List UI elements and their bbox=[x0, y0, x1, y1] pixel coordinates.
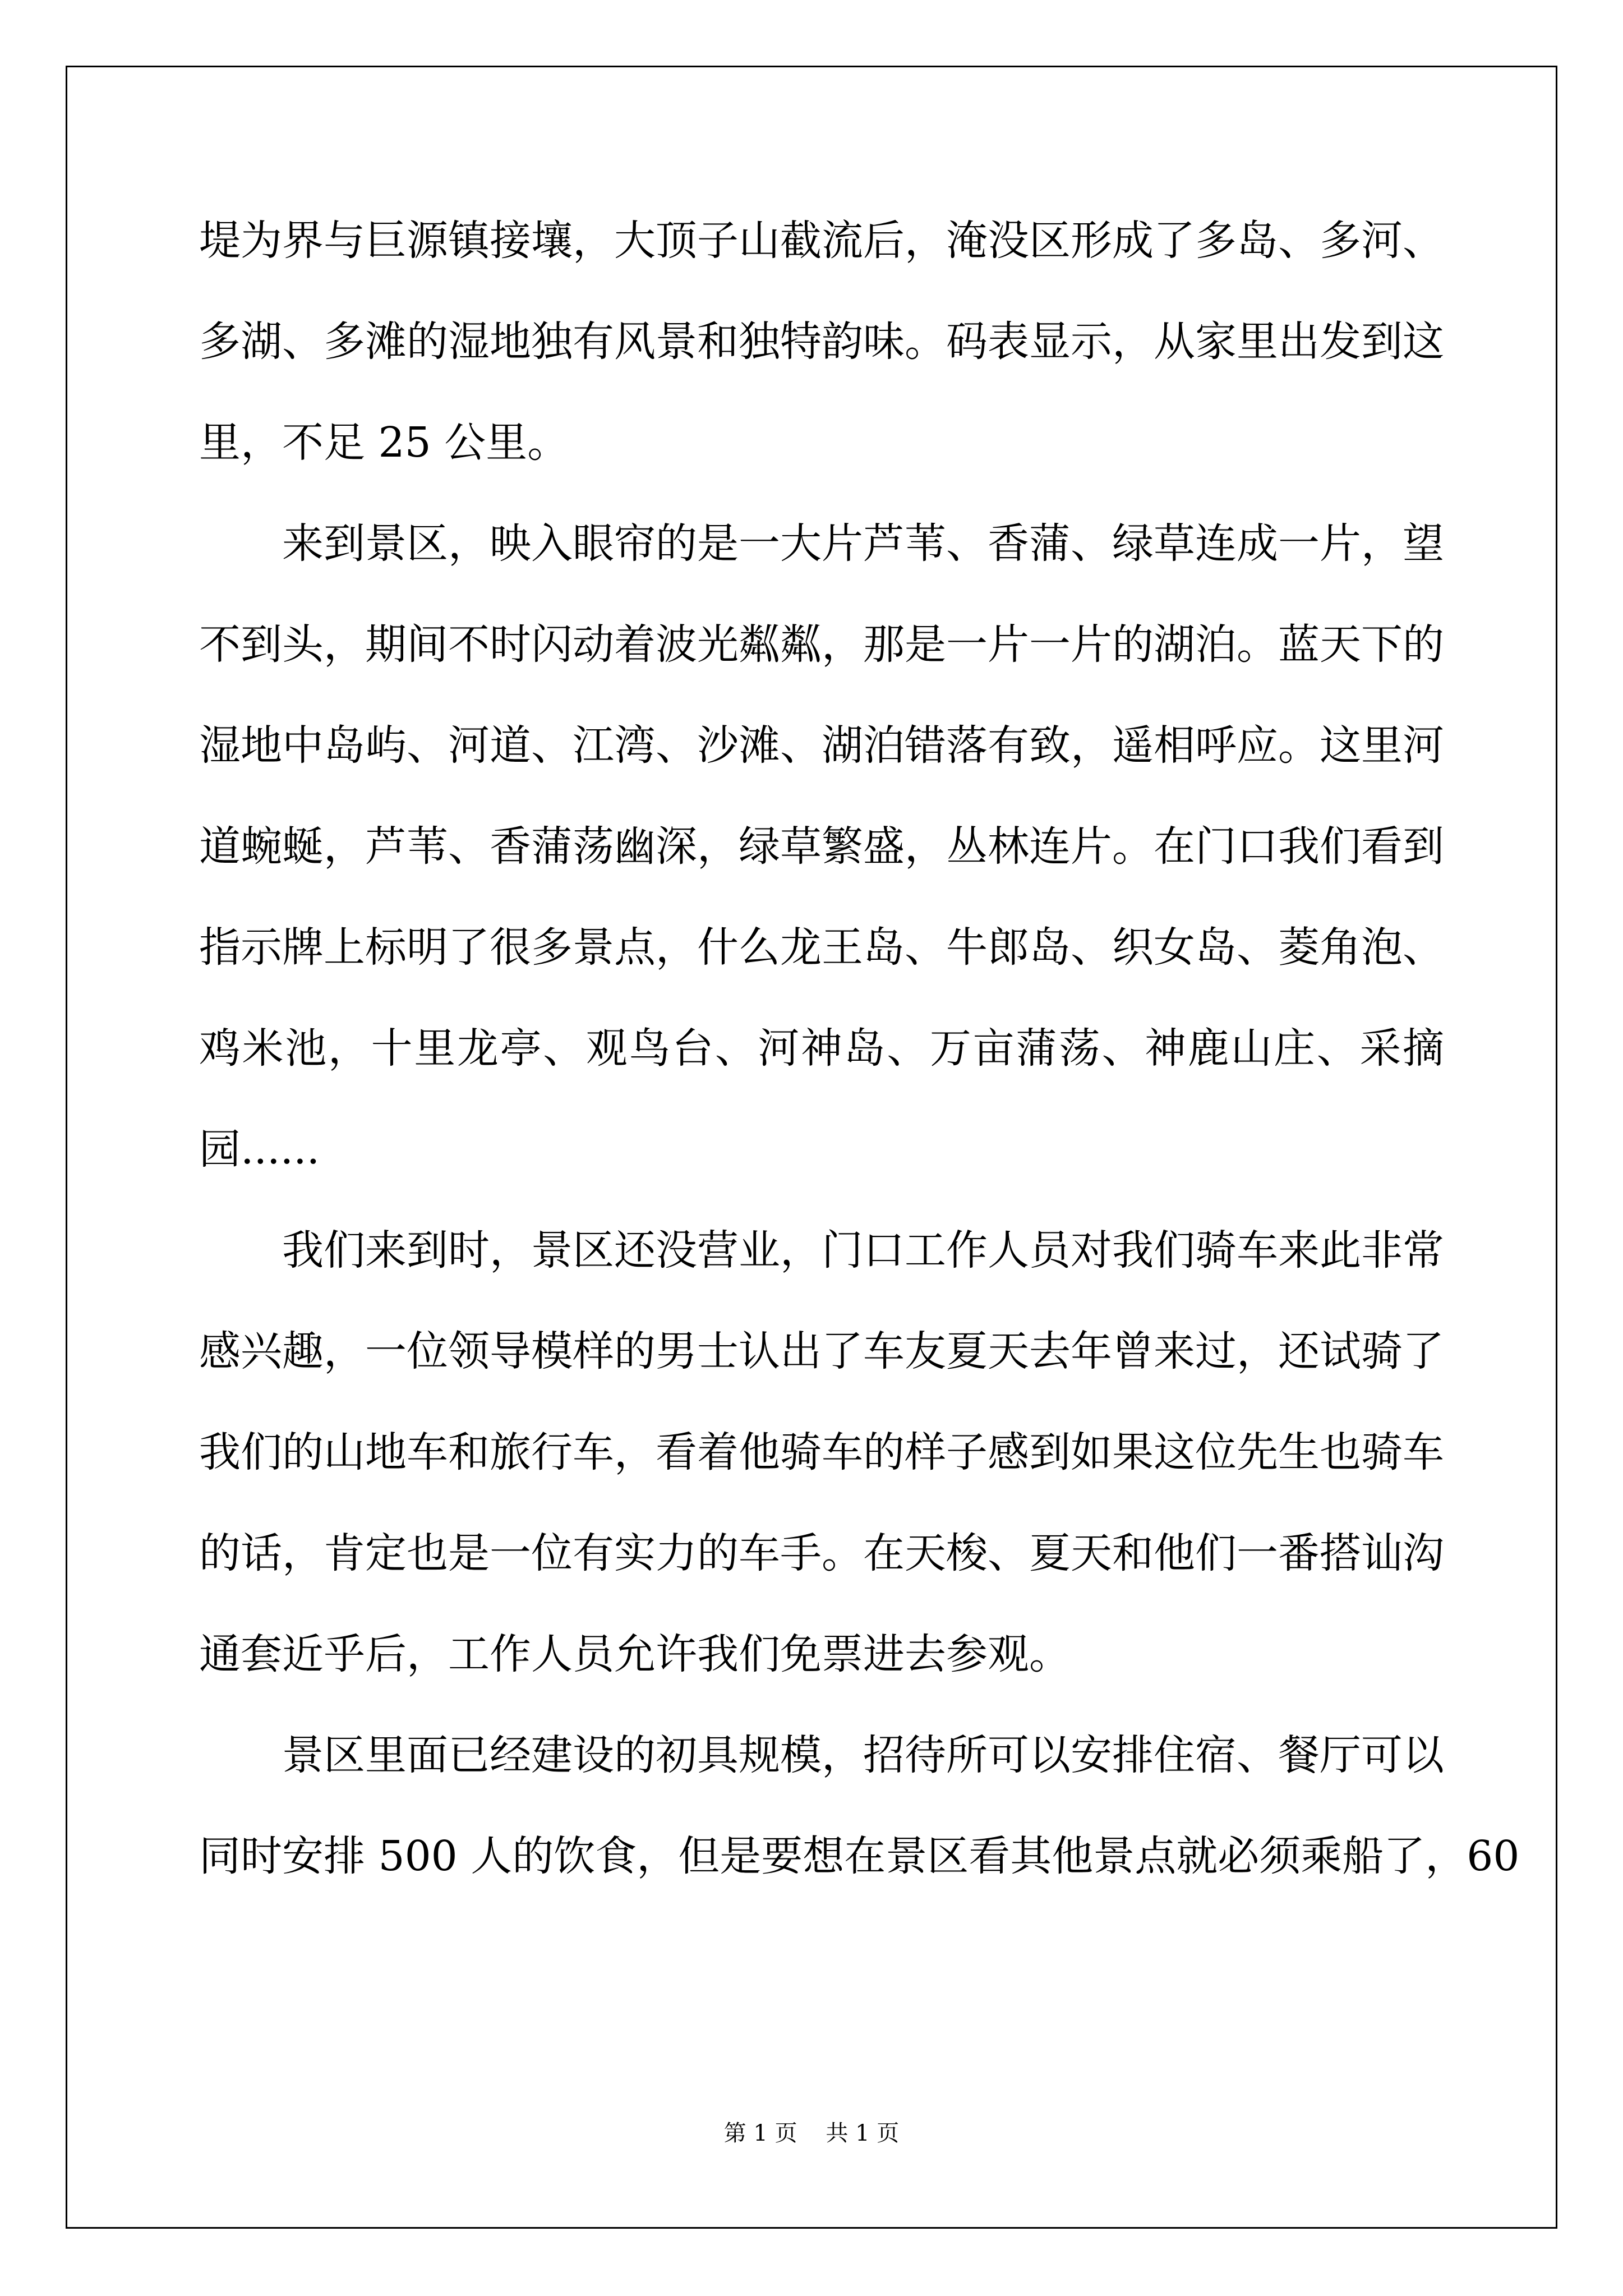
text-line: 我们来到时，景区还没营业，门口工作人员对我们骑车来此非常 bbox=[282, 1226, 1444, 1274]
text-line: 湿地中岛屿、河道、江湾、沙滩、湖泊错落有致，遥相呼应。这里河 bbox=[199, 721, 1444, 770]
text-line: 不到头，期间不时闪动着波光粼粼，那是一片一片的湖泊。蓝天下的 bbox=[199, 620, 1444, 669]
text-line: 堤为界与巨源镇接壤，大顶子山截流后，淹没区形成了多岛、多河、 bbox=[199, 217, 1444, 265]
text-line: 指示牌上标明了很多景点，什么龙王岛、牛郎岛、织女岛、菱角泡、 bbox=[199, 923, 1444, 972]
text-line: 感兴趣，一位领导模样的男士认出了车友夏天去年曾来过，还试骑了 bbox=[199, 1327, 1444, 1375]
text-line: 的话，肯定也是一位有实力的车手。在天梭、夏天和他们一番搭讪沟 bbox=[199, 1529, 1444, 1577]
text-line: 我们的山地车和旅行车，看着他骑车的样子感到如果这位先生也骑车 bbox=[199, 1428, 1444, 1476]
text-line: 多湖、多滩的湿地独有风景和独特韵味。码表显示，从家里出发到这 bbox=[199, 318, 1444, 366]
text-line: 景区里面已经建设的初具规模，招待所可以安排住宿、餐厅可以 bbox=[282, 1731, 1444, 1779]
page-number-footer: 第 1 页 共 1 页 bbox=[723, 2120, 900, 2146]
text-line: 道蜿蜒，芦苇、香蒲荡幽深，绿草繁盛，丛林连片。在门口我们看到 bbox=[199, 822, 1444, 871]
text-line: 鸡米池，十里龙亭、观鸟台、河神岛、万亩蒲荡、神鹿山庄、采摘 bbox=[199, 1024, 1444, 1073]
text-line: 里，不足 25 公里。 bbox=[199, 418, 569, 467]
text-line: 园...... bbox=[199, 1125, 320, 1174]
text-line: 通套近乎后，工作人员允许我们免票进去参观。 bbox=[199, 1630, 1071, 1678]
text-line: 同时安排 500 人的饮食，但是要想在景区看其他景点就必须乘船了，60 bbox=[199, 1832, 1520, 1880]
text-line: 来到景区，映入眼帘的是一大片芦苇、香蒲、绿草连成一片，望 bbox=[282, 519, 1444, 568]
